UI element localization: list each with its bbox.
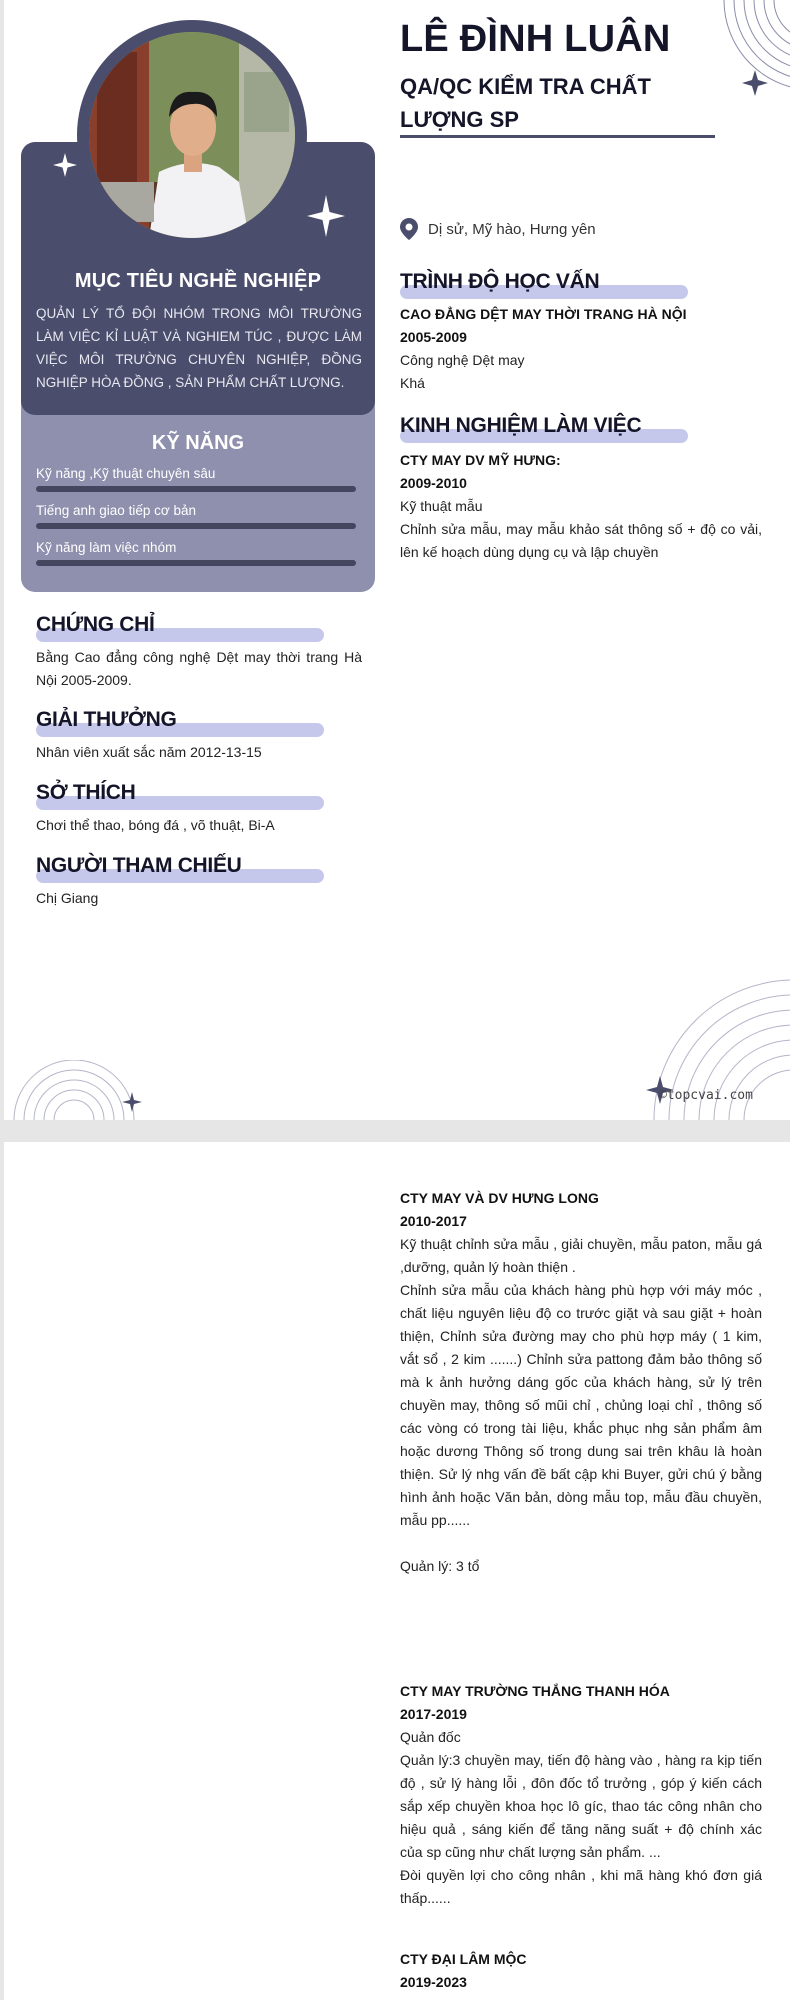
company-name: CTY MAY VÀ DV HƯNG LONG [400, 1190, 599, 1206]
school-name: CAO ĐẲNG DỆT MAY THỜI TRANG HÀ NỘI [400, 306, 687, 322]
company-name: CTY ĐẠI LÂM MỘC [400, 1951, 527, 1967]
section-title: CHỨNG CHỈ [36, 613, 155, 636]
location-pin-icon [400, 218, 418, 240]
skill-label: Tiếng anh giao tiếp cơ bản [36, 503, 196, 518]
job-role: Kỹ thuật chỉnh sửa mẫu , giải chuyền, mẫu paton, mẫu gá ,dưỡng, quản lý hoàn thiện . [400, 1236, 762, 1275]
job-description: Quản lý:3 chuyền may, tiến độ hàng vào , hàng ra kịp tiến độ , sử lý hàng lỗi , đôn đốc tổ trưởng , góp ý kiến cách sắp xếp chuyền khoa học lô gíc, thao tác công nhân cho hiệu quả , sáng kiến để tăng năng suất + độ chính xác của sp cũng như chất lượng sản phẩm. ... [400, 1752, 762, 1860]
job-extra: Đòi quyền lợi cho công nhân , khi mã hàng khó đơn giá thấp...... [400, 1867, 762, 1906]
section-title: NGƯỜI THAM CHIẾU [36, 854, 242, 877]
section-title: SỞ THÍCH [36, 781, 136, 804]
experience-entry [400, 449, 762, 564]
avatar [89, 32, 295, 238]
address-text: Dị sử, Mỹ hào, Hưng yên [428, 220, 596, 238]
job-role: Kỹ thuật mẫu [400, 498, 483, 514]
skill-item [36, 503, 356, 529]
education-section-heading [400, 270, 700, 294]
education-grade: Khá [400, 375, 425, 391]
references-section-heading [36, 854, 326, 878]
section-title: GIẢI THƯỞNG [36, 708, 177, 731]
job-description: Chỉnh sửa mẫu của khách hàng phù hợp với máy móc , chất liệu nguyên liệu độ co trước giặt và sau giặt + hoàn thiện, Chỉnh sửa đường may cho phù hợp máy ( 1 kim, vắt sổ , 2 kim .......) Chỉnh sửa pattong đảm bảo thông số mà k ảnh hưởng dáng gốc của khách hàng, sử lý trên chuyền may, thông số mũi chỉ , chủng loại chỉ , thông số các vòng có trong tài liệu, khắc phục nhg sản phẩm âm hoặc dương Thông số trong dung sai trên khâu là hoàn thiện. Sử lý nhg vấn đề bất cập khi Buyer, gửi chú ý bằng hình ảnh hoặc Văn bản, dòng mẫu top, mẫu đầu chuyền, mẫu pp...... [400, 1282, 762, 1528]
job-period: 2019-2023 [400, 1974, 467, 1990]
job-period: 2010-2017 [400, 1213, 467, 1229]
skill-label: Kỹ năng ,Kỹ thuật chuyên sâu [36, 466, 216, 481]
hobbies-text: Chơi thể thao, bóng đá , võ thuật, Bi-A [36, 817, 275, 833]
skill-level-bar [36, 486, 356, 492]
concentric-arcs-decoration [704, 0, 790, 110]
experience-section-heading [400, 414, 700, 438]
awards-section-heading [36, 708, 326, 732]
job-period: 2017-2019 [400, 1706, 467, 1722]
skill-level-bar [36, 560, 356, 566]
section-title: TRÌNH ĐỘ HỌC VẤN [400, 270, 600, 293]
company-name: CTY MAY TRƯỜNG THẮNG THANH HÓA [400, 1683, 670, 1699]
education-period: 2005-2009 [400, 329, 467, 345]
sparkle-star-icon [307, 195, 345, 237]
watermark: ©topcvai.com [659, 1088, 753, 1103]
job-role: Quản đốc [400, 1729, 461, 1745]
cv-page-2 [4, 1142, 790, 2000]
skill-level-bar [36, 523, 356, 529]
experience-entry [400, 1680, 762, 1910]
concentric-arcs-decoration [4, 1060, 154, 1120]
job-description: Chỉnh sửa mẫu, may mẫu khảo sát thông số + độ co vải, lên kế hoạch dùng dụng cụ và lập chuyền [400, 521, 762, 560]
skill-label: Kỹ năng làm việc nhóm [36, 540, 177, 555]
skill-item [36, 466, 356, 492]
certificates-text: Bằng Cao đẳng công nghệ Dệt may thời trang Hà Nội 2005-2009. [36, 649, 362, 688]
skill-item [36, 540, 356, 566]
job-title: QA/QC KIỂM TRA CHẤT LƯỢNG SP [400, 74, 651, 132]
objective-heading: MỤC TIÊU NGHỀ NGHIỆP [74, 270, 322, 292]
address-row [400, 218, 596, 240]
certificates-section-heading [36, 613, 326, 637]
hobbies-section-heading [36, 781, 326, 805]
sparkle-star-icon [742, 70, 768, 96]
sparkle-star-icon [53, 153, 77, 177]
awards-text: Nhân viên xuất sắc năm 2012-13-15 [36, 744, 262, 760]
cv-page-1 [4, 0, 790, 1120]
section-title: KINH NGHIỆM LÀM VIỆC [400, 414, 642, 437]
education-entry [400, 303, 762, 395]
title-divider [400, 135, 715, 138]
skills-heading: KỸ NĂNG [151, 432, 245, 454]
job-period: 2009-2010 [400, 475, 467, 491]
company-name: CTY MAY DV MỸ HƯNG: [400, 452, 561, 468]
experience-entry [400, 1187, 762, 1578]
sparkle-star-icon [122, 1092, 142, 1112]
objective-text: QUẢN LÝ TỔ ĐỘI NHÓM TRONG MÔI TRƯỜNG LÀM VIỆC KỈ LUẬT VÀ NGHIEM TÚC , ĐƯỢC LÀM VIỆC MÔI TRƯỜNG CHUYÊN NGHIỆP, ĐỒNG NGHIỆP HÒA ĐỒNG , SẢN PHẨM CHẤT LƯỢNG. [36, 306, 362, 390]
education-major: Công nghệ Dệt may [400, 352, 525, 368]
references-text: Chị Giang [36, 890, 99, 906]
job-extra: Quản lý: 3 tổ [400, 1558, 480, 1574]
candidate-name: LÊ ĐÌNH LUÂN [400, 18, 671, 60]
experience-entry [400, 1948, 762, 1994]
